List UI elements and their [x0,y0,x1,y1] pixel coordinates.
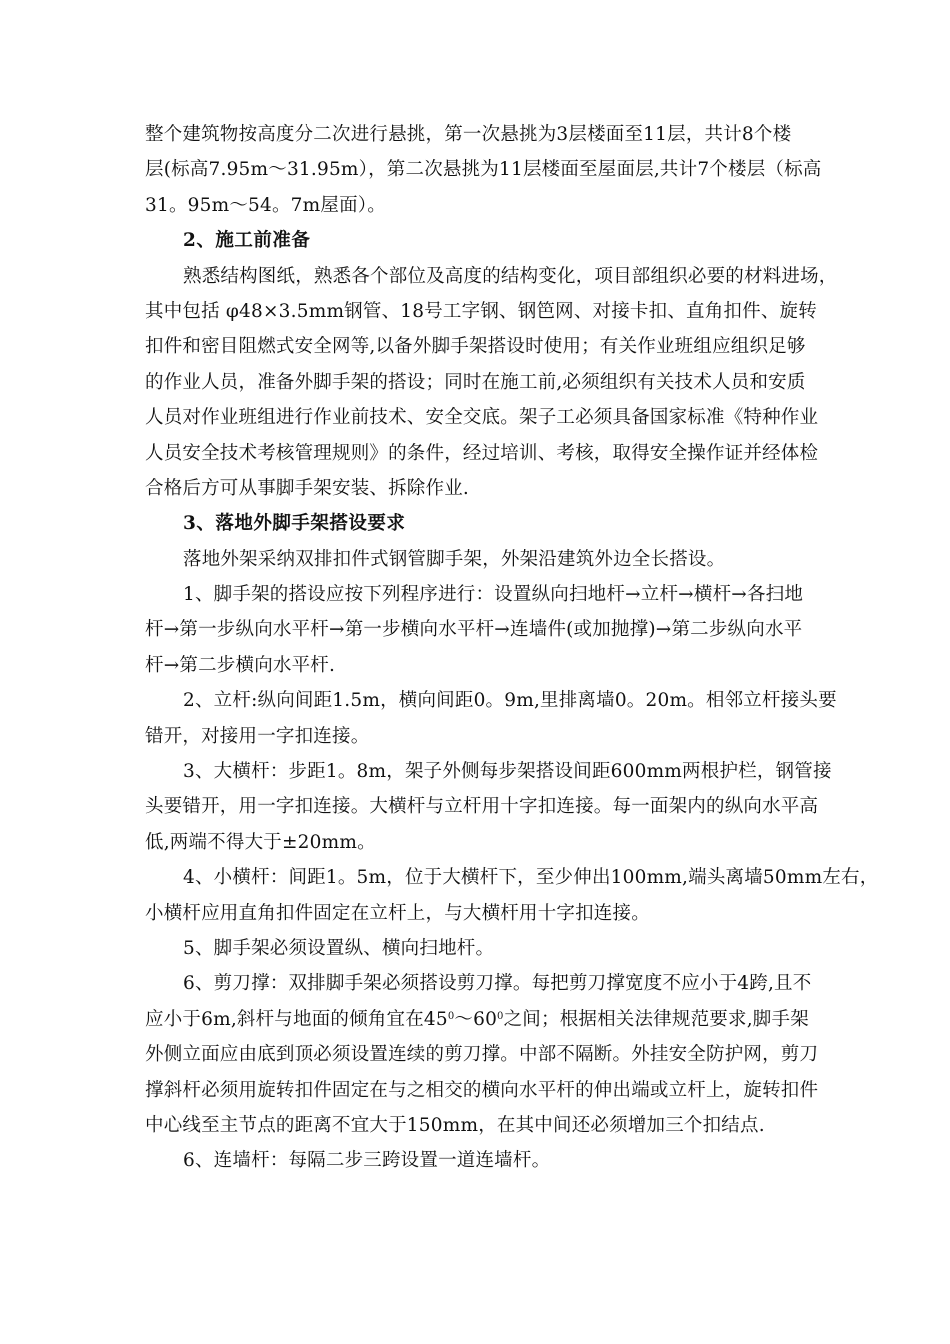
paragraph-line: 6、剪刀撑：双排脚手架必须搭设剪刀撑。每把剪刀撑宽度不应小于4跨,且不 [183,973,812,995]
section-heading: 2、施工前准备 [183,230,311,252]
text-segment: 之间；根据相关法律规范要求,脚手架 [503,1008,809,1030]
paragraph-line: 落地外架采纳双排扣件式钢管脚手架，外架沿建筑外边全长搭设。 [183,548,726,570]
paragraph-line: 1、脚手架的搭设应按下列程序进行：设置纵向扫地杆→立杆→横杆→各扫地 [183,584,804,606]
paragraph-line: 头要错开，用一字扣连接。大横杆与立杆用十字扣连接。每一面架内的纵向水平高 [145,796,819,818]
paragraph-line: 合格后方可从事脚手架安装、拆除作业. [145,477,469,499]
paragraph-line: 2、立杆:纵向间距1.5m，横向间距0。9m,里排离墙0。20m。相邻立杆接头要 [183,690,837,712]
paragraph-line: 6、连墙杆：每隔二步三跨设置一道连墙杆。 [183,1150,551,1172]
paragraph-line: 人员安全技术考核管理规则》的条件，经过培训、考核，取得安全操作证并经体检 [145,442,819,464]
paragraph-line: 扣件和密目阻燃式安全网等,以备外脚手架搭设时使用；有关作业班组应组织足够 [145,336,806,358]
paragraph-line: 3、大横杆：步距1。8m，架子外侧每步架搭设间距600mm两根护栏，钢管接 [183,761,832,783]
paragraph-line: 杆→第二步横向水平杆. [145,654,336,676]
text-segment: ～60 [454,1008,498,1030]
paragraph-line: 小横杆应用直角扣件固定在立杆上，与大横杆用十字扣连接。 [145,902,650,924]
paragraph-line: 的作业人员，准备外脚手架的搭设；同时在施工前,必须组织有关技术人员和安质 [145,371,806,393]
paragraph-line: 其中包括 φ48×3.5mm钢管、18号工字钢、钢笆网、对接卡扣、直角扣件、旋转 [145,300,817,322]
paragraph-line-with-superscripts [145,1002,835,1037]
degree-superscript: 0 [497,1010,504,1022]
paragraph-line: 人员对作业班组进行作业前技术、安全交底。架子工必须具备国家标准《特种作业 [145,407,819,429]
paragraph-line: 4、小横杆：间距1。5m，位于大横杆下，至少伸出100mm,端头离墙50mm左右， [183,867,879,889]
text-segment: 应小于6m,斜杆与地面的倾角宜在45 [145,1008,448,1030]
paragraph-line: 5、脚手架必须设置纵、横向扫地杆。 [183,937,495,959]
paragraph-line: 层(标高7.95m～31.95m），第二次悬挑为11层楼面至屋面层,共计7个楼层（标高 [145,159,822,181]
paragraph-line: 中心线至主节点的距离不宜大于150mm，在其中间还必须增加三个扣结点. [145,1114,765,1136]
degree-superscript: 0 [447,1010,455,1022]
paragraph-line: 低,两端不得大于±20mm。 [145,831,376,853]
paragraph-line: 整个建筑物按高度分二次进行悬挑，第一次悬挑为3层楼面至11层，共计8个楼 [145,124,792,145]
paragraph-line: 外侧立面应由底到顶必须设置连续的剪刀撑。中部不隔断。外挂安全防护网，剪刀 [145,1044,819,1066]
paragraph-line: 杆→第一步纵向水平杆→第一步横向水平杆→连墙件(或加抛撑)→第二步纵向水平 [145,619,803,641]
document-body [145,117,879,1179]
paragraph-line: 错开，对接用一字扣连接。 [145,725,370,747]
paragraph-line: 31。95m～54。7m屋面）。 [145,194,386,216]
paragraph-line: 撑斜杆必须用旋转扣件固定在与之相交的横向水平杆的伸出端或立杆上，旋转扣件 [145,1079,819,1101]
section-heading: 3、落地外脚手架搭设要求 [183,513,406,535]
paragraph-line: 熟悉结构图纸，熟悉各个部位及高度的结构变化，项目部组织必要的材料进场， [183,265,838,287]
